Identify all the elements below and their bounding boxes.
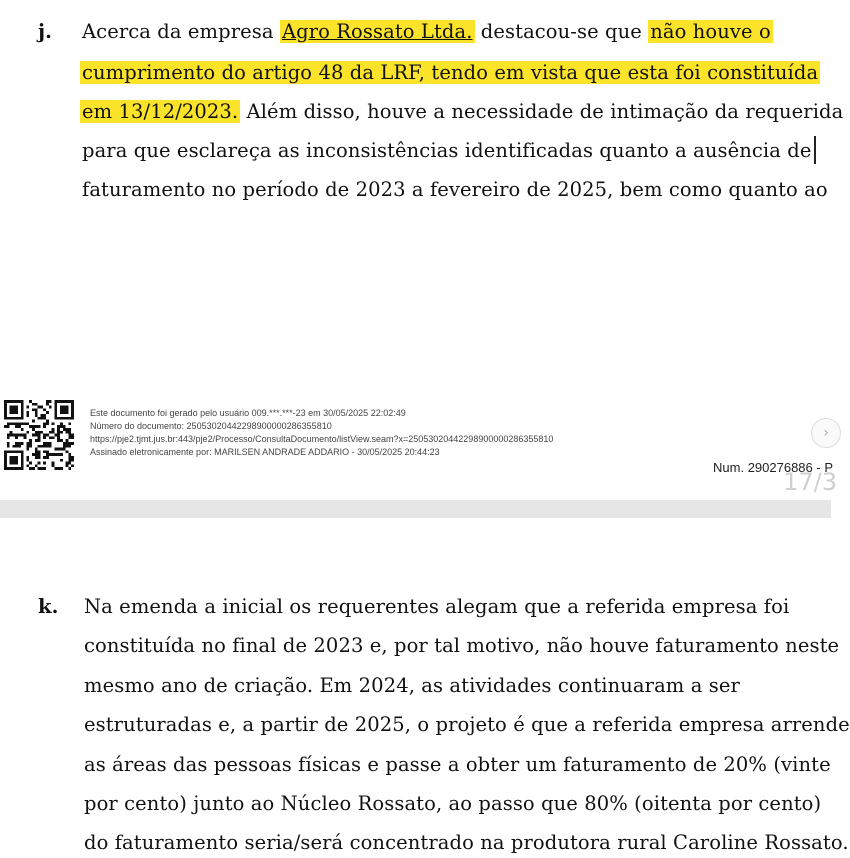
footer-generated-by: Este documento foi gerado pelo usuário 009.***.***-23 em 30/05/2025 22:02:49 [90, 408, 406, 418]
signature-footer [0, 396, 837, 496]
highlighted-text: não houve o [650, 20, 771, 43]
paragraph-marker: j. [38, 20, 53, 43]
text-segment: destacou-se que [474, 20, 649, 43]
text-line: faturamento no período de 2023 a fevereiro de 2025, bem como quanto ao [82, 178, 828, 201]
text-line: constituída no final de 2023 e, por tal motivo, não houve faturamento neste [84, 634, 840, 657]
text-line [80, 99, 843, 125]
text-line: Na emenda a inicial os requerentes alegam que a referida empresa foi [84, 595, 790, 618]
highlighted-text: cumprimento do artigo 48 da LRF, tendo em vista que esta foi constituída [82, 61, 819, 84]
text-line: para que esclareça as inconsistências identificadas quanto a ausência de [82, 139, 812, 162]
text-line [80, 60, 820, 86]
text-cursor [814, 136, 816, 164]
footer-document-url[interactable]: https://pje2.tjmt.jus.br:443/pje2/Processo/ConsultaDocumento/listView.seam?x=25053020442298900000286355810 [90, 434, 554, 444]
text-segment: Além disso, houve a necessidade de intimação da requerida [240, 100, 844, 123]
text-line: mesmo ano de criação. Em 2024, as atividades continuaram a ser [84, 674, 740, 697]
text-line: do faturamento seria/será concentrado na produtora rural Caroline Rossato. [84, 831, 849, 854]
text-line: por cento) junto ao Núcleo Rossato, ao passo que 80% (oitenta por cento) [84, 792, 822, 815]
page-separator [0, 500, 831, 518]
text-line [82, 19, 773, 45]
text-segment: Acerca da empresa [82, 20, 280, 43]
footer-document-number: Número do documento: 25053020442298900000286355810 [90, 421, 332, 431]
page-number: 17/3 [783, 468, 837, 496]
highlighted-date: em 13/12/2023. [82, 100, 239, 123]
chevron-right-icon[interactable]: › [811, 418, 841, 448]
document-page [0, 518, 850, 858]
qr-code-icon [4, 400, 74, 470]
document-num-id: Num. 290276886 - P [713, 460, 833, 475]
text-line: as áreas das pessoas físicas e passe a obter um faturamento de 20% (vinte [84, 753, 831, 776]
highlighted-company-name: Agro Rossato Ltda. [281, 20, 473, 43]
footer-signed-by: Assinado eletronicamente por: MARILSEN ANDRADE ADDARIO - 30/05/2025 20:44:23 [90, 447, 440, 457]
text-line: estruturadas e, a partir de 2025, o projeto é que a referida empresa arrende [84, 713, 850, 736]
paragraph-marker: k. [38, 595, 59, 618]
